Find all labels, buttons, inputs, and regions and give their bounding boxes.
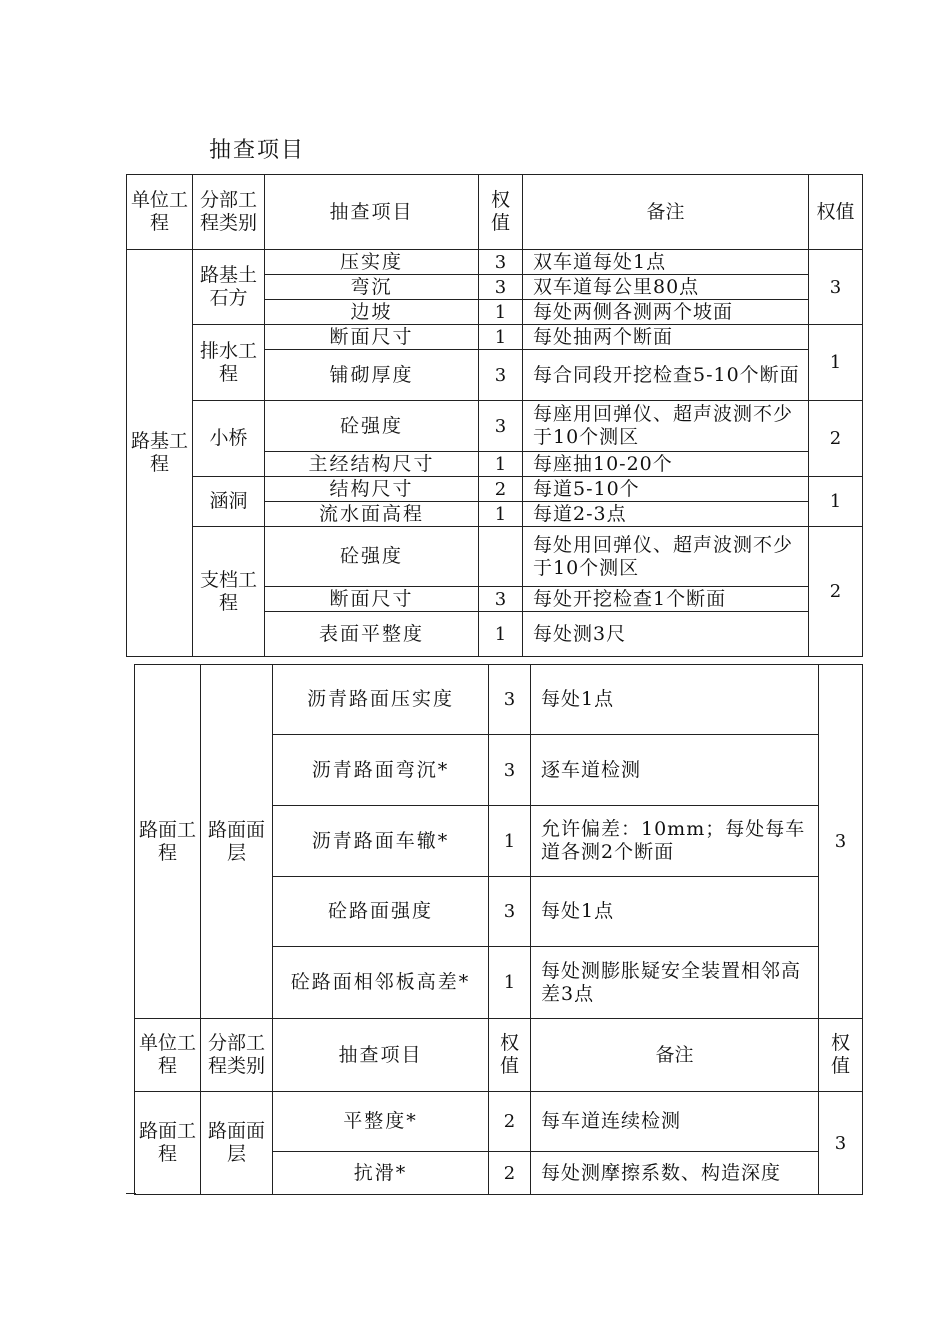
category-cell: 支档工程 (193, 527, 265, 657)
note-cell: 每道5-10个 (523, 477, 809, 502)
item-cell: 断面尺寸 (265, 325, 479, 350)
note-cell: 每座用回弹仪、超声波测不少于10个测区 (523, 401, 809, 452)
weight-cell: 3 (489, 877, 531, 947)
table-row (135, 665, 863, 735)
item-cell: 弯沉 (265, 275, 479, 300)
item-cell: 砼强度 (265, 527, 479, 587)
category-cell: 排水工程 (193, 325, 265, 401)
item-cell: 沥青路面压实度 (273, 665, 489, 735)
weight-cell: 3 (489, 735, 531, 806)
header-note: 备注 (523, 175, 809, 250)
item-cell: 砼强度 (265, 401, 479, 452)
unit-cell: 路基工程 (127, 250, 193, 657)
header-weight: 权值 (479, 175, 523, 250)
item-cell: 沥青路面车辙* (273, 806, 489, 877)
weight-cell (479, 527, 523, 587)
header-category: 分部工程类别 (201, 1019, 273, 1092)
weight-cell: 1 (479, 452, 523, 477)
group-weight-cell: 3 (819, 1092, 863, 1195)
note-cell: 每处1点 (531, 877, 819, 947)
item-cell: 主经结构尺寸 (265, 452, 479, 477)
header-unit: 单位工程 (135, 1019, 201, 1092)
note-cell: 每处1点 (531, 665, 819, 735)
weight-cell: 1 (489, 806, 531, 877)
header-group-weight: 权值 (809, 175, 863, 250)
item-cell: 结构尺寸 (265, 477, 479, 502)
weight-cell: 3 (489, 665, 531, 735)
weight-cell: 3 (479, 401, 523, 452)
note-cell: 每道2-3点 (523, 502, 809, 527)
category-cell: 路基土石方 (193, 250, 265, 325)
note-cell: 双车道每公里80点 (523, 275, 809, 300)
weight-cell: 1 (479, 325, 523, 350)
page-edge-line (126, 1193, 136, 1194)
note-cell: 每处两侧各测两个坡面 (523, 300, 809, 325)
pavement-continued-table (134, 1018, 863, 1195)
item-cell: 边坡 (265, 300, 479, 325)
note-cell: 每处测摩擦系数、构造深度 (531, 1152, 819, 1195)
header-note: 备注 (531, 1019, 819, 1092)
group-weight-cell: 3 (809, 250, 863, 325)
unit-cell: 路面工程 (135, 665, 201, 1019)
note-cell: 逐车道检测 (531, 735, 819, 806)
header-weight: 权值 (489, 1019, 531, 1092)
category-cell: 路面面层 (201, 665, 273, 1019)
table-row (127, 477, 863, 502)
category-cell: 路面面层 (201, 1092, 273, 1195)
unit-cell: 路面工程 (135, 1092, 201, 1195)
item-cell: 压实度 (265, 250, 479, 275)
table-row (127, 250, 863, 275)
note-cell: 允许偏差：10mm；每处每车道各测2个断面 (531, 806, 819, 877)
item-cell: 抗滑* (273, 1152, 489, 1195)
note-cell: 双车道每处1点 (523, 250, 809, 275)
header-category: 分部工程类别 (193, 175, 265, 250)
group-weight-cell: 1 (809, 477, 863, 527)
group-weight-cell: 1 (809, 325, 863, 401)
weight-cell: 3 (479, 350, 523, 401)
item-cell: 流水面高程 (265, 502, 479, 527)
weight-cell: 2 (479, 477, 523, 502)
weight-cell: 1 (479, 612, 523, 657)
header-unit: 单位工程 (127, 175, 193, 250)
table-row (127, 401, 863, 452)
weight-cell: 1 (479, 300, 523, 325)
table-row (135, 1092, 863, 1152)
table-row (127, 325, 863, 350)
category-cell: 小桥 (193, 401, 265, 477)
item-cell: 砼路面相邻板高差* (273, 947, 489, 1019)
item-cell: 平整度* (273, 1092, 489, 1152)
weight-cell: 1 (489, 947, 531, 1019)
weight-cell: 3 (479, 275, 523, 300)
header-row (135, 1019, 863, 1092)
item-cell: 铺砌厚度 (265, 350, 479, 401)
weight-cell: 2 (489, 1152, 531, 1195)
table-row (127, 527, 863, 587)
item-cell: 断面尺寸 (265, 587, 479, 612)
item-cell: 表面平整度 (265, 612, 479, 657)
note-cell: 每处抽两个断面 (523, 325, 809, 350)
note-cell: 每车道连续检测 (531, 1092, 819, 1152)
note-cell: 每处测膨胀疑安全装置相邻高差3点 (531, 947, 819, 1019)
note-cell: 每处测3尺 (523, 612, 809, 657)
item-cell: 砼路面强度 (273, 877, 489, 947)
weight-cell: 1 (479, 502, 523, 527)
page-title: 抽查项目 (209, 138, 306, 163)
note-cell: 每座抽10-20个 (523, 452, 809, 477)
category-cell: 涵洞 (193, 477, 265, 527)
header-group-weight: 权值 (819, 1019, 863, 1092)
group-weight-cell: 2 (809, 527, 863, 657)
weight-cell: 3 (479, 250, 523, 275)
group-weight-cell: 3 (819, 665, 863, 1019)
header-row (127, 175, 863, 250)
header-item: 抽查项目 (273, 1019, 489, 1092)
pavement-table (134, 664, 863, 1019)
note-cell: 每处用回弹仪、超声波测不少于10个测区 (523, 527, 809, 587)
weight-cell: 2 (489, 1092, 531, 1152)
roadbed-table (126, 174, 863, 657)
weight-cell: 3 (479, 587, 523, 612)
note-cell: 每合同段开挖检查5-10个断面 (523, 350, 809, 401)
group-weight-cell: 2 (809, 401, 863, 477)
header-item: 抽查项目 (265, 175, 479, 250)
note-cell: 每处开挖检查1个断面 (523, 587, 809, 612)
item-cell: 沥青路面弯沉* (273, 735, 489, 806)
